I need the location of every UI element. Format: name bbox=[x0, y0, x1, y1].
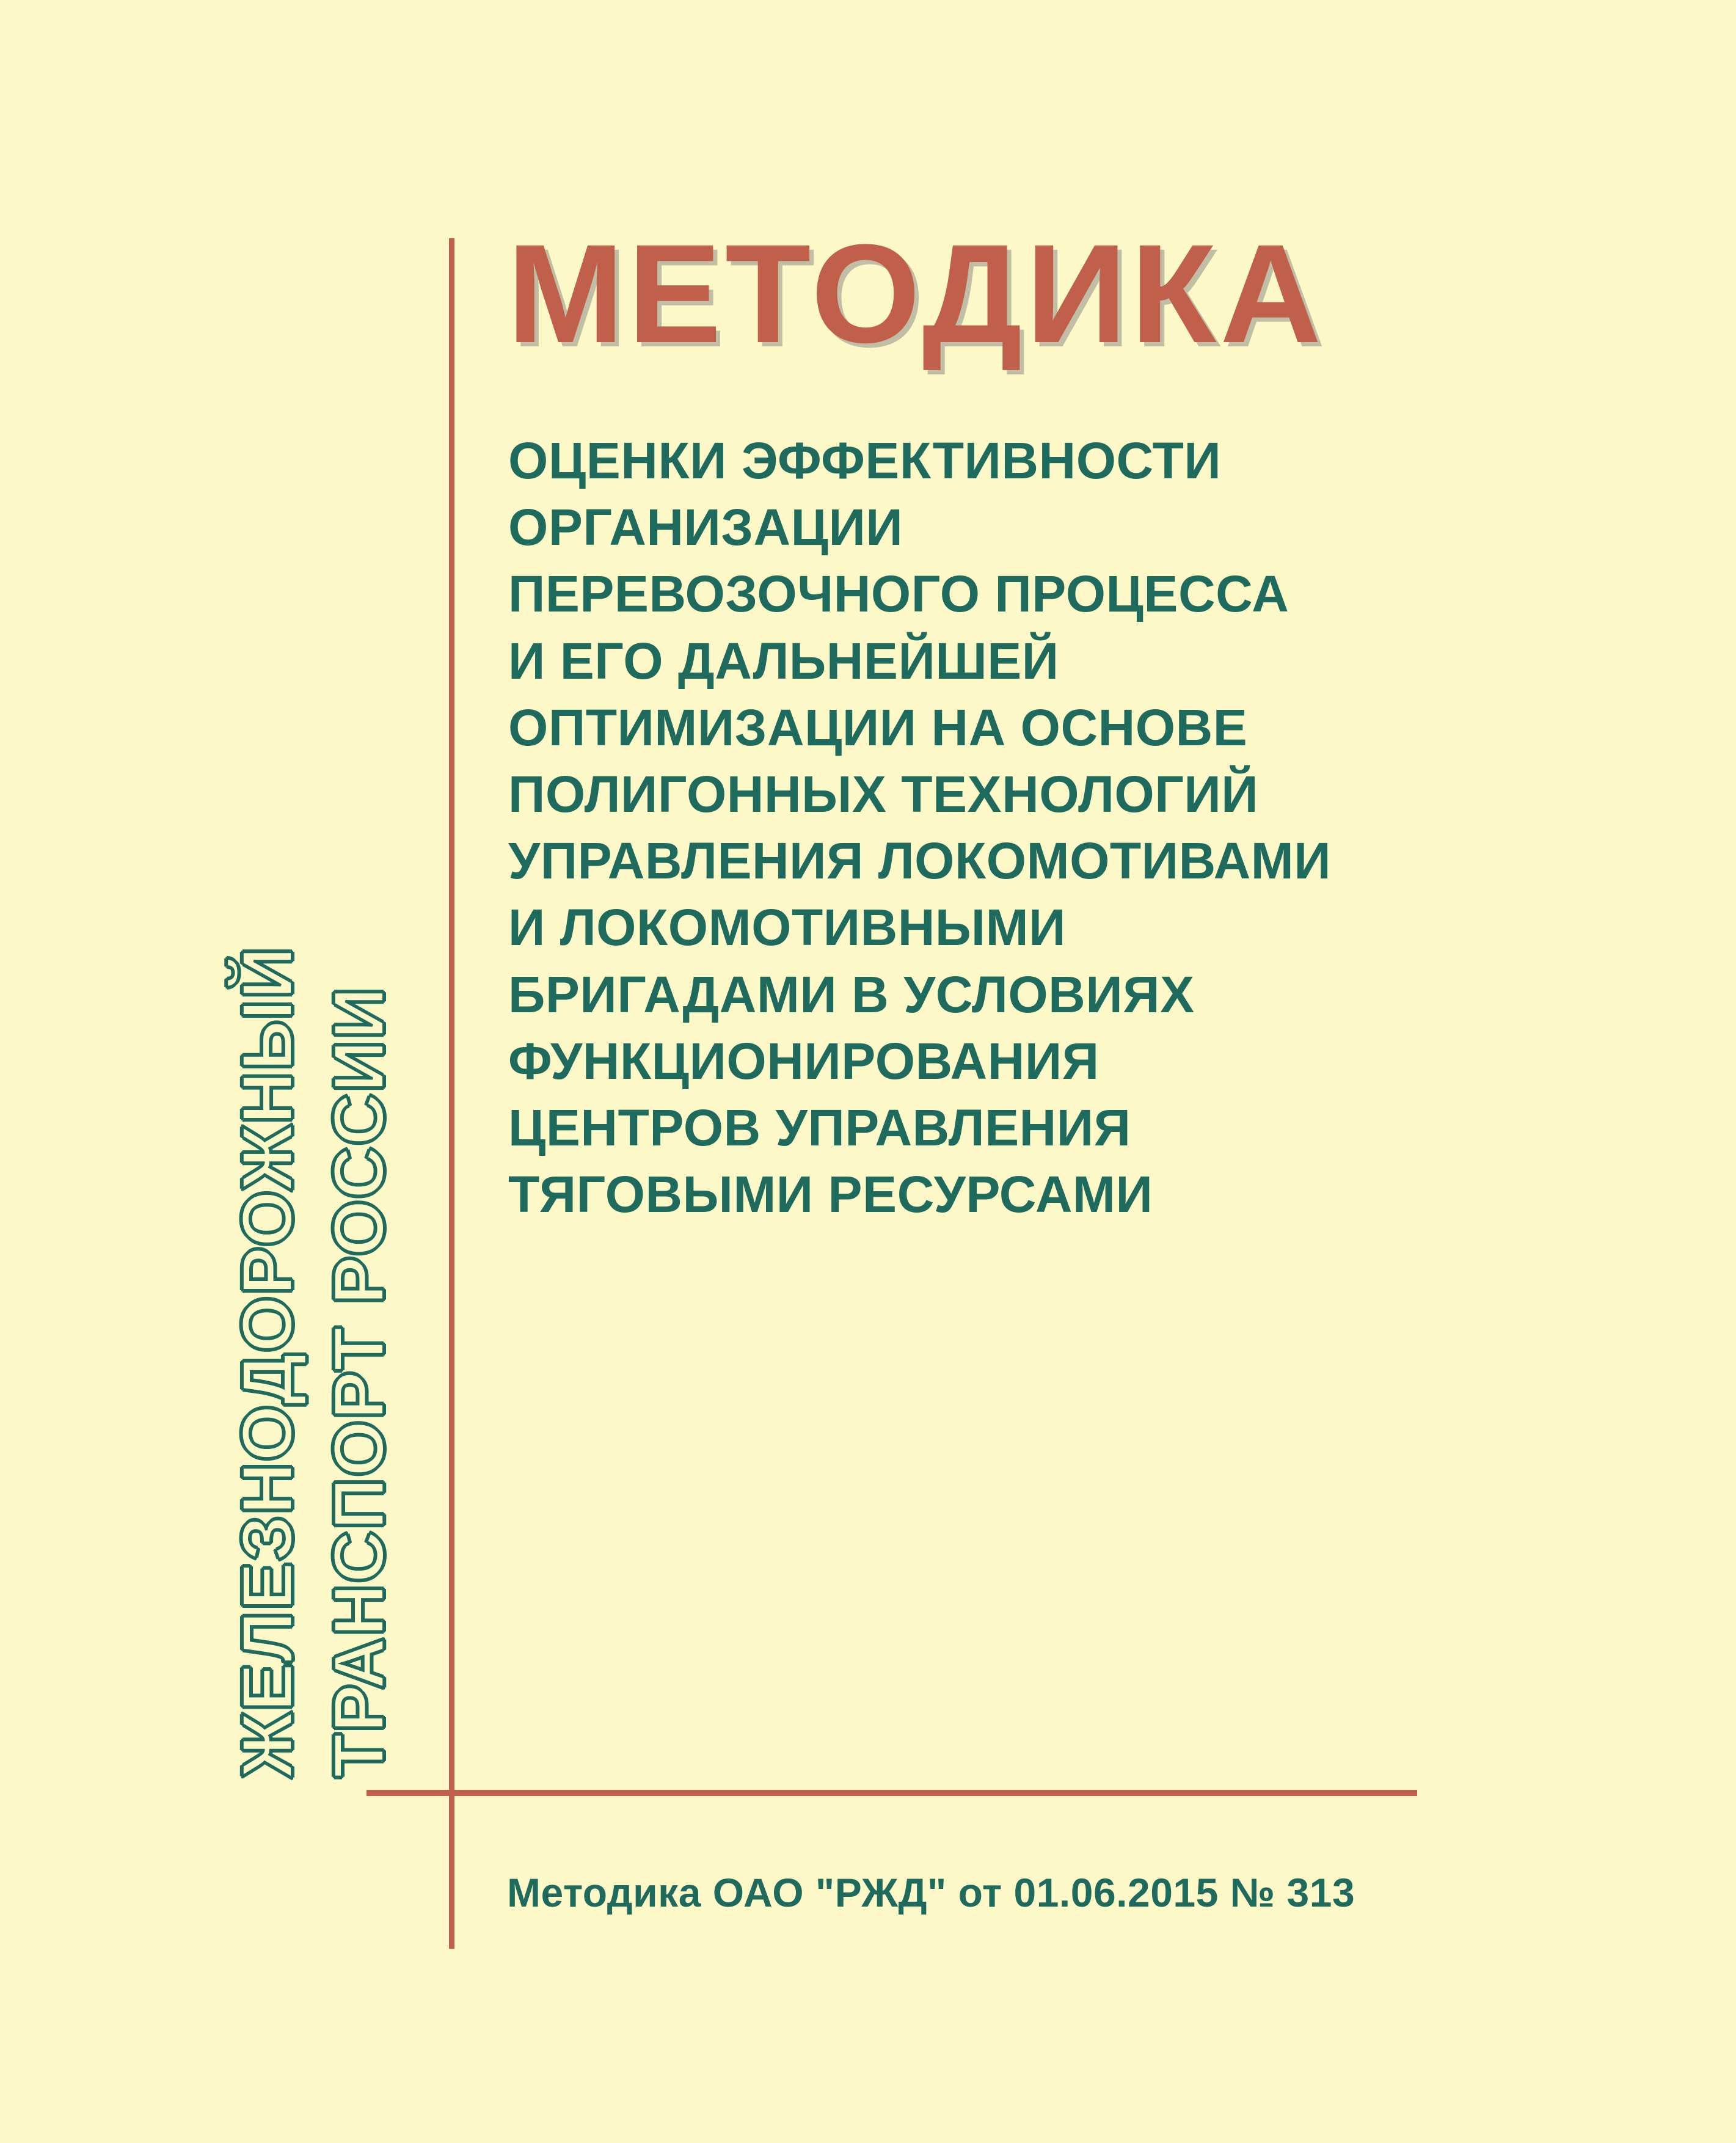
subtitle-block bbox=[508, 428, 1486, 1228]
subtitle-line: ОРГАНИЗАЦИИ bbox=[508, 498, 903, 557]
subtitle-line: ПОЛИГОННЫХ ТЕХНОЛОГИЙ bbox=[508, 765, 1259, 823]
vertical-divider-rule bbox=[449, 238, 454, 1949]
spine-text-block bbox=[220, 220, 440, 1784]
page-title: МЕТОДИКА bbox=[507, 215, 1326, 372]
horizontal-divider-rule bbox=[367, 1790, 1417, 1796]
subtitle-line: И ЕГО ДАЛЬНЕЙШЕЙ bbox=[508, 632, 1059, 690]
subtitle-line: ЦЕНТРОВ УПРАВЛЕНИЯ bbox=[508, 1098, 1131, 1156]
subtitle-line: ПЕРЕВОЗОЧНОГО ПРОЦЕССА bbox=[508, 565, 1289, 623]
subtitle-line: УПРАВЛЕНИЯ ЛОКОМОТИВАМИ bbox=[508, 832, 1332, 890]
subtitle-line: ОПТИМИЗАЦИИ НА ОСНОВЕ bbox=[508, 698, 1248, 756]
subtitle-line: ТЯГОВЫМИ РЕСУРСАМИ bbox=[508, 1166, 1153, 1224]
document-reference: Методика ОАО "РЖД" от 01.06.2015 № 313 bbox=[507, 1870, 1355, 1915]
subtitle-line: ОЦЕНКИ ЭФФЕКТИВНОСТИ bbox=[508, 432, 1222, 489]
subtitle-line: И ЛОКОМОТИВНЫМИ bbox=[508, 899, 1067, 957]
subtitle-line: БРИГАДАМИ В УСЛОВИЯХ bbox=[508, 965, 1195, 1023]
spine-line-1: ЖЕЛЕЗНОДОРОЖНЫЙ bbox=[227, 946, 308, 1778]
subtitle-line: ФУНКЦИОНИРОВАНИЯ bbox=[508, 1032, 1100, 1090]
spine-line-2: ТРАНСПОРТ РОССИИ bbox=[319, 986, 399, 1778]
